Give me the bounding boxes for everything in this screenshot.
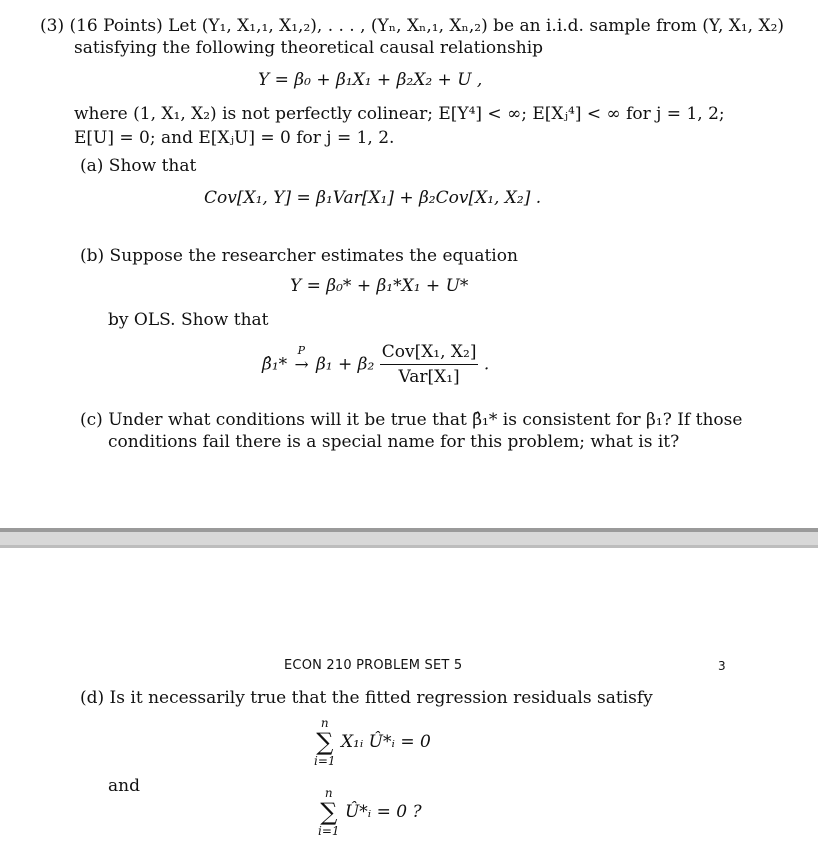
part-c-line-2: conditions fail there is a special name for this problem; what is it? <box>108 432 680 452</box>
page-number: 3 <box>718 659 726 673</box>
convergence-arrow <box>293 343 311 377</box>
beta1-star-hat: β̂₁* <box>262 354 288 375</box>
summation-2 <box>318 786 340 838</box>
fraction <box>380 340 479 389</box>
sum-equation-1 <box>314 716 431 768</box>
part-b-by-ols: by OLS. Show that <box>108 310 269 330</box>
arrow-p-label: P <box>297 343 305 357</box>
part-a-equation: Cov[X₁, Y] = β₁Var[X₁] + β₂Cov[X₁, X₂] . <box>204 188 542 208</box>
fraction-denominator: Var[X₁] <box>398 367 460 387</box>
part-a-label: (a) Show that <box>80 156 197 176</box>
part-b-equation: Y = β₀* + β₁*X₁ + U* <box>290 276 469 296</box>
problem-3-intro-cont: satisfying the following theoretical causal relationship <box>74 38 544 58</box>
running-header-title: ECON 210 PROBLEM SET 5 <box>284 658 463 673</box>
part-d-label: (d) Is it necessarily true that the fitted regression residuals satisfy <box>80 688 653 708</box>
assumptions-line-1: where (1, X₁, X₂) is not perfectly colinear; E[Y⁴] < ∞; E[Xⱼ⁴] < ∞ for j = 1, 2; <box>74 104 725 124</box>
summation-1 <box>314 716 336 768</box>
part-d-and: and <box>108 776 140 796</box>
sigma-icon: ∑ <box>316 728 334 756</box>
assumptions-line-2: E[U] = 0; and E[XⱼU] = 0 for j = 1, 2. <box>74 128 395 148</box>
part-b-limit-expression <box>262 340 489 389</box>
arrow-glyph: → <box>294 354 309 375</box>
sum-2-lower: i=1 <box>318 824 340 838</box>
model-equation: Y = β₀ + β₁X₁ + β₂X₂ + U , <box>258 70 483 90</box>
fraction-numerator: Cov[X₁, X₂] <box>380 340 479 365</box>
page-bottom <box>0 548 818 860</box>
period: . <box>483 354 490 375</box>
sigma-icon: ∑ <box>320 798 338 826</box>
sum-1-upper: n <box>320 716 329 730</box>
sum-1-body: X₁ᵢ Û*ᵢ = 0 <box>340 732 431 752</box>
part-c-line-1: (c) Under what conditions will it be true that β̂₁* is consistent for β₁? If those <box>80 410 743 430</box>
sum-2-upper: n <box>324 786 333 800</box>
rhs-prefix: β₁ + β₂ <box>315 354 375 375</box>
sum-2-body: Û*ᵢ = 0 ? <box>344 802 422 822</box>
page-divider <box>0 528 818 548</box>
part-b-label: (b) Suppose the researcher estimates the equation <box>80 246 518 266</box>
sum-1-lower: i=1 <box>314 754 336 768</box>
sum-equation-2 <box>318 786 422 838</box>
problem-3-intro: (3) (16 Points) Let (Y₁, X₁,₁, X₁,₂), . . . , (Yₙ, Xₙ,₁, Xₙ,₂) be an i.i.d. sample from (Y, X₁, X₂) <box>40 16 785 36</box>
